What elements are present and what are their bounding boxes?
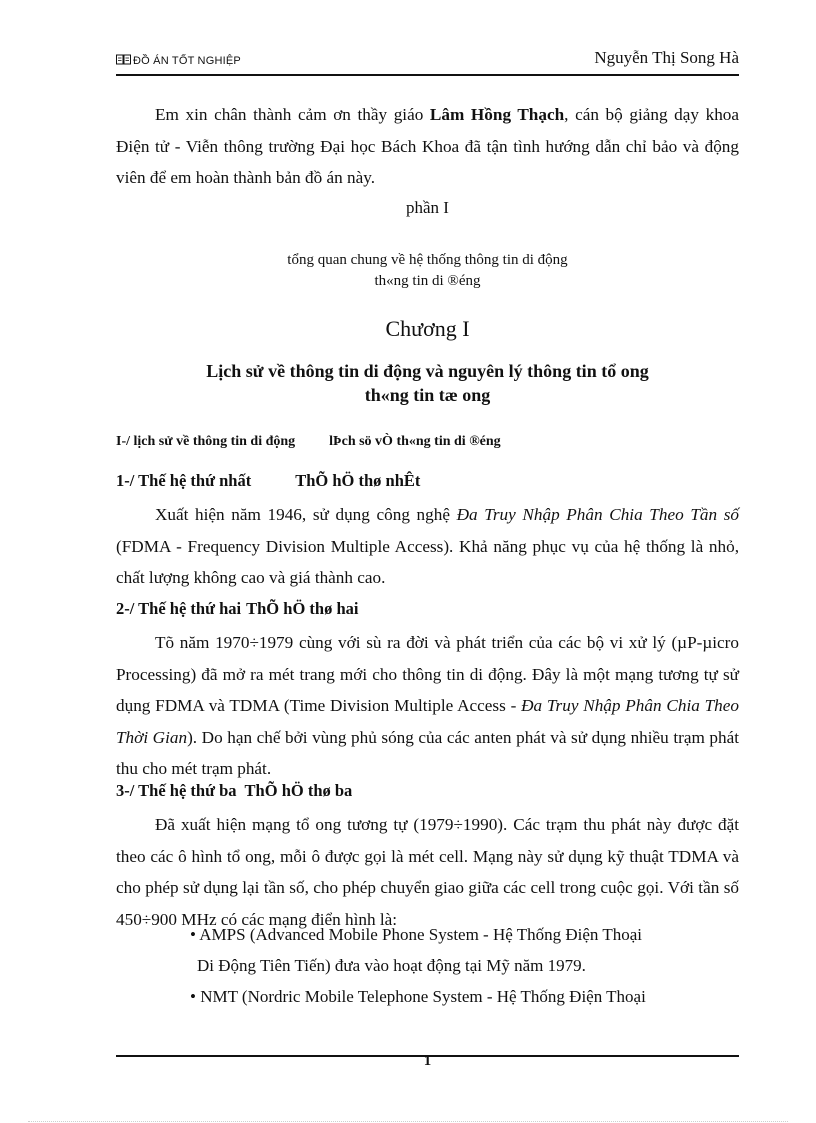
generation-3-paragraph: Đã xuất hiện mạng tổ ong tương tự (1979÷1990). Các trạm thu phát này được đặt theo các ô hình tổ ong, mỗi ô được gọi là mét cell. Mạng này sử dụng kỹ thuật TDMA và cho phép sử dụng lại tần số, cho phép chuyển giao giữa các cell trong cuộc gọi. Với tần số 450÷900 MHz có các mạng điển hình là: (116, 815, 739, 929)
chapter-label: Chương I (385, 316, 470, 341)
intro-text-end: , cán bộ giảng dạy khoa Điện tử - Viễn thông trường Đại học Bách Khoa đã tận tình hướng dẫn chỉ bảo và động viên để em hoàn thành bản đồ án này. (116, 105, 740, 187)
section-heading-history-a: I-/ lịch sử về thông tin di động (116, 434, 296, 449)
part-title-line-2: th«ng tin di ®éng (374, 273, 481, 289)
generation-2-text-end: ). Do hạn chế bởi vùng phủ sóng của các anten phát và sử dụng nhiều trạm phát thu cho mét trạm phát. (116, 727, 740, 778)
generation-1-italic-term: Đa Truy Nhập Phân Chia Theo Tần số (456, 505, 739, 524)
list-item-continuation: Di Động Tiên Tiến) đưa vào hoạt động tại Mỹ năm 1979. (197, 956, 586, 975)
page-edge-dots (28, 1121, 788, 1122)
heading-generation-3-a: 3-/ Thế hệ thứ ba (116, 781, 237, 800)
part-title-line-1: tổng quan chung về hệ thống thông tin di động (287, 252, 568, 268)
heading-generation-2 (116, 599, 739, 619)
heading-generation-1 (116, 471, 739, 491)
page-number: 1 (423, 1053, 432, 1069)
generation-1-text-end: (FDMA - Frequency Division Multiple Access). Khả năng phục vụ của hệ thống là nhỏ, chất lượng không cao và giá thành cao. (116, 536, 739, 587)
part-label: phần I (406, 198, 449, 217)
generation-2-italic-term: Đa Truy Nhập Phân Chia Theo Thời Gian (116, 696, 739, 747)
page-header (116, 48, 739, 76)
section-heading-history (116, 434, 739, 450)
heading-generation-1-a: 1-/ Thế hệ thứ nhất (116, 471, 252, 490)
chapter-title-line-2: th«ng tin tæ ong (364, 385, 491, 405)
book-icon (116, 54, 131, 65)
section-heading-history-b: lÞch sö vÒ th«ng tin di ®éng (329, 434, 501, 449)
header-author: Nguyễn Thị Song Hà (594, 48, 739, 67)
chapter-title-line-1: Lịch sử về thông tin di động và nguyên lý thông tin tổ ong (206, 361, 649, 381)
network-list (190, 919, 739, 1012)
intro-paragraph (116, 99, 739, 194)
generation-2-text-start: Tõ năm 1970÷1979 cùng với sù ra đời và phát triển của các bộ vi xử lý (µP-µicro Processing) đã mở ra mét trang mới cho thông tin di động. Đây là một mạng tương tự sử dụng FDMA và TDMA (Time Division Multiple Access - (116, 633, 739, 715)
intro-text-start: Em xin chân thành cảm ơn thầy giáo (155, 105, 430, 124)
generation-1-text-start: Xuất hiện năm 1946, sử dụng công nghệ (155, 505, 457, 524)
heading-generation-3-b: ThÕ hÖ thø ba (244, 781, 353, 800)
header-thesis-label (116, 54, 241, 67)
heading-generation-2-b: ThÕ hÖ thø hai (246, 599, 359, 618)
generation-1-paragraph (116, 499, 739, 594)
heading-generation-1-b: ThÕ hÖ thø nhÊt (295, 471, 421, 490)
generation-2-paragraph (116, 627, 739, 785)
advisor-name: Lâm Hồng Thạch (429, 105, 565, 124)
heading-generation-3 (116, 781, 739, 801)
list-item: • AMPS (Advanced Mobile Phone System - Hệ Thống Điện Thoại (190, 925, 643, 944)
header-left-text: ĐỒ ÁN TỐT NGHIỆP (133, 55, 241, 67)
list-item: • NMT (Nordric Mobile Telephone System - Hệ Thống Điện Thoại (190, 987, 646, 1006)
heading-generation-2-a: 2-/ Thế hệ thứ hai (116, 599, 242, 618)
